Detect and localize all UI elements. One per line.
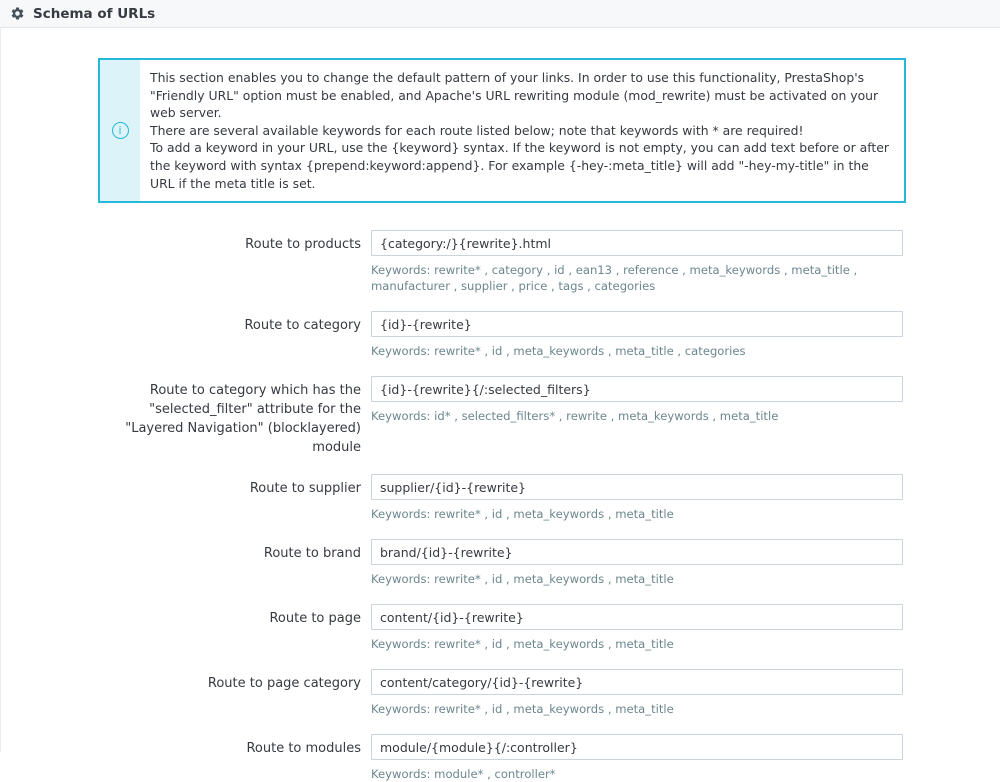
route-label: Route to products <box>245 237 361 253</box>
form-row-route-to-page-category <box>98 669 906 717</box>
form-row-route-to-products <box>98 230 906 294</box>
route-label: Route to page <box>269 611 361 627</box>
route-keywords: Keywords: rewrite* , id , meta_keywords , meta_title <box>371 637 674 652</box>
route-label: Route to page category <box>207 676 361 692</box>
gear-icon <box>10 6 25 21</box>
form-row-route-to-category <box>98 311 906 359</box>
route-to-modules-input[interactable] <box>371 734 903 760</box>
route-keywords: Keywords: rewrite* , id , meta_keywords , meta_title <box>371 507 674 522</box>
panel-header <box>0 0 1000 28</box>
content <box>0 28 1000 782</box>
route-label: Route to category which has the "selected_filter" attribute for the "Layered Navigation" (blocklayered) module <box>125 383 361 456</box>
route-to-category-input[interactable] <box>371 311 903 337</box>
info-icon-column <box>100 60 140 201</box>
route-keywords: Keywords: rewrite* , id , meta_keywords , meta_title <box>371 572 674 587</box>
page-title: Schema of URLs <box>33 5 156 22</box>
form-row-route-to-supplier <box>98 474 906 522</box>
route-label: Route to category <box>244 318 361 334</box>
route-keywords: Keywords: module* , controller* <box>371 767 556 782</box>
info-alert <box>98 58 906 203</box>
form-row-route-to-modules <box>98 734 906 782</box>
route-keywords: Keywords: rewrite* , id , meta_keywords , meta_title , categories <box>371 344 746 359</box>
info-line: This section enables you to change the default pattern of your links. In order to use this functionality, PrestaShop's "Friendly URL" option must be enabled, and Apache's URL rewriting module (mod_rewrite) must be activated on your web server. <box>150 70 879 121</box>
form-row-route-to-layered-category <box>98 376 906 457</box>
form-row-route-to-brand <box>98 539 906 587</box>
route-to-products-input[interactable] <box>371 230 903 256</box>
route-to-brand-input[interactable] <box>371 539 903 565</box>
routes-form <box>98 230 906 782</box>
route-to-page-category-input[interactable] <box>371 669 903 695</box>
route-to-layered-category-input[interactable] <box>371 376 903 402</box>
info-alert-text <box>140 60 904 201</box>
route-to-page-input[interactable] <box>371 604 903 630</box>
route-label: Route to brand <box>263 546 361 562</box>
info-line: To add a keyword in your URL, use the {keyword} syntax. If the keyword is not empty, you can add text before or after the keyword with syntax {prepend:keyword:append}. For example {-hey-:meta_title} will add "-hey-my-title" in the URL if the meta title is set. <box>150 140 889 191</box>
route-keywords: Keywords: id* , selected_filters* , rewrite , meta_keywords , meta_title <box>371 409 779 424</box>
route-keywords: Keywords: rewrite* , id , meta_keywords , meta_title <box>371 702 674 717</box>
route-label: Route to supplier <box>249 481 361 497</box>
route-label: Route to modules <box>246 741 361 757</box>
info-icon: i <box>112 122 129 139</box>
route-keywords: Keywords: rewrite* , category , id , ean13 , reference , meta_keywords , meta_title , manufacturer , supplier , price , tags , categories <box>371 263 858 294</box>
info-line: There are several available keywords for each route listed below; note that keywords with * are required! <box>150 122 804 138</box>
route-to-supplier-input[interactable] <box>371 474 903 500</box>
form-row-route-to-page <box>98 604 906 652</box>
